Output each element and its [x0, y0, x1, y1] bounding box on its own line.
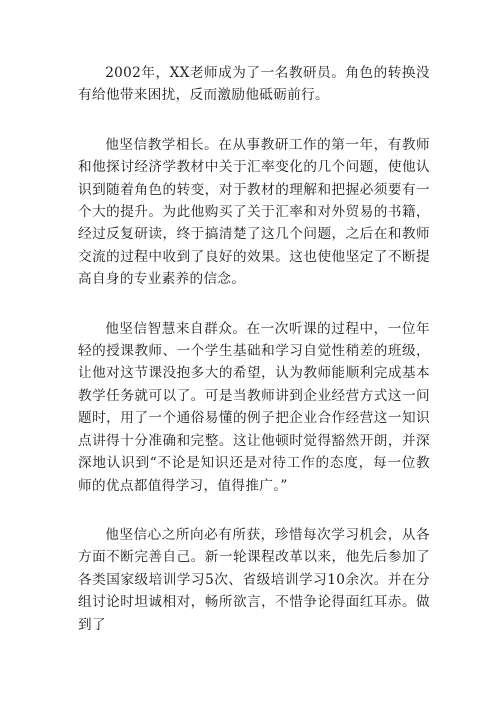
paragraph-learning-opportunities: 他坚信心之所向必有所获，珍惜每次学习机会，从各方面不断完善自己。新一轮课程改革以来，他先后参加了各类国家级培训学习5次、省级培训学习10余次。并在分组讨论时坦诚相对，畅所欲言，不惜争论得面红耳赤。做到了 [78, 526, 430, 633]
paragraph-wisdom-from-masses: 他坚信智慧来自群众。在一次听课的过程中，一位年轻的授课教师、一个学生基础和学习自觉性稍差的班级，让他对这节课没抱多大的希望，认为教师能顺利完成基本教学任务就可以了。可是当教师讲到企业经营方式这一问题时，用了一个通俗易懂的例子把企业合作经营这一知识点讲得十分准确和完整。这让他顿时觉得豁然开朗，并深深地认识到“不论是知识还是对待工作的态度，每一位教师的优点都值得学习，值得推广。” [78, 320, 430, 494]
paragraph-teaching-growth: 他坚信教学相长。在从事教研工作的第一年，有教师和他探讨经济学教材中关于汇率变化的几个问题，使他认识到随着角色的转变，对于教材的理解和把握必须要有一个大的提升。为此他购买了关于汇率和对外贸易的书籍，经过反复研读，终于搞清楚了这几个问题，之后在和教师交流的过程中收到了良好的效果。这也使他坚定了不断提高自身的专业素养的信念。 [78, 136, 430, 288]
document-body [78, 62, 430, 636]
paragraph-intro: 2002年，XX老师成为了一名教研员。角色的转换没有给他带来困扰，反而激励他砥砺前行。 [78, 65, 430, 104]
